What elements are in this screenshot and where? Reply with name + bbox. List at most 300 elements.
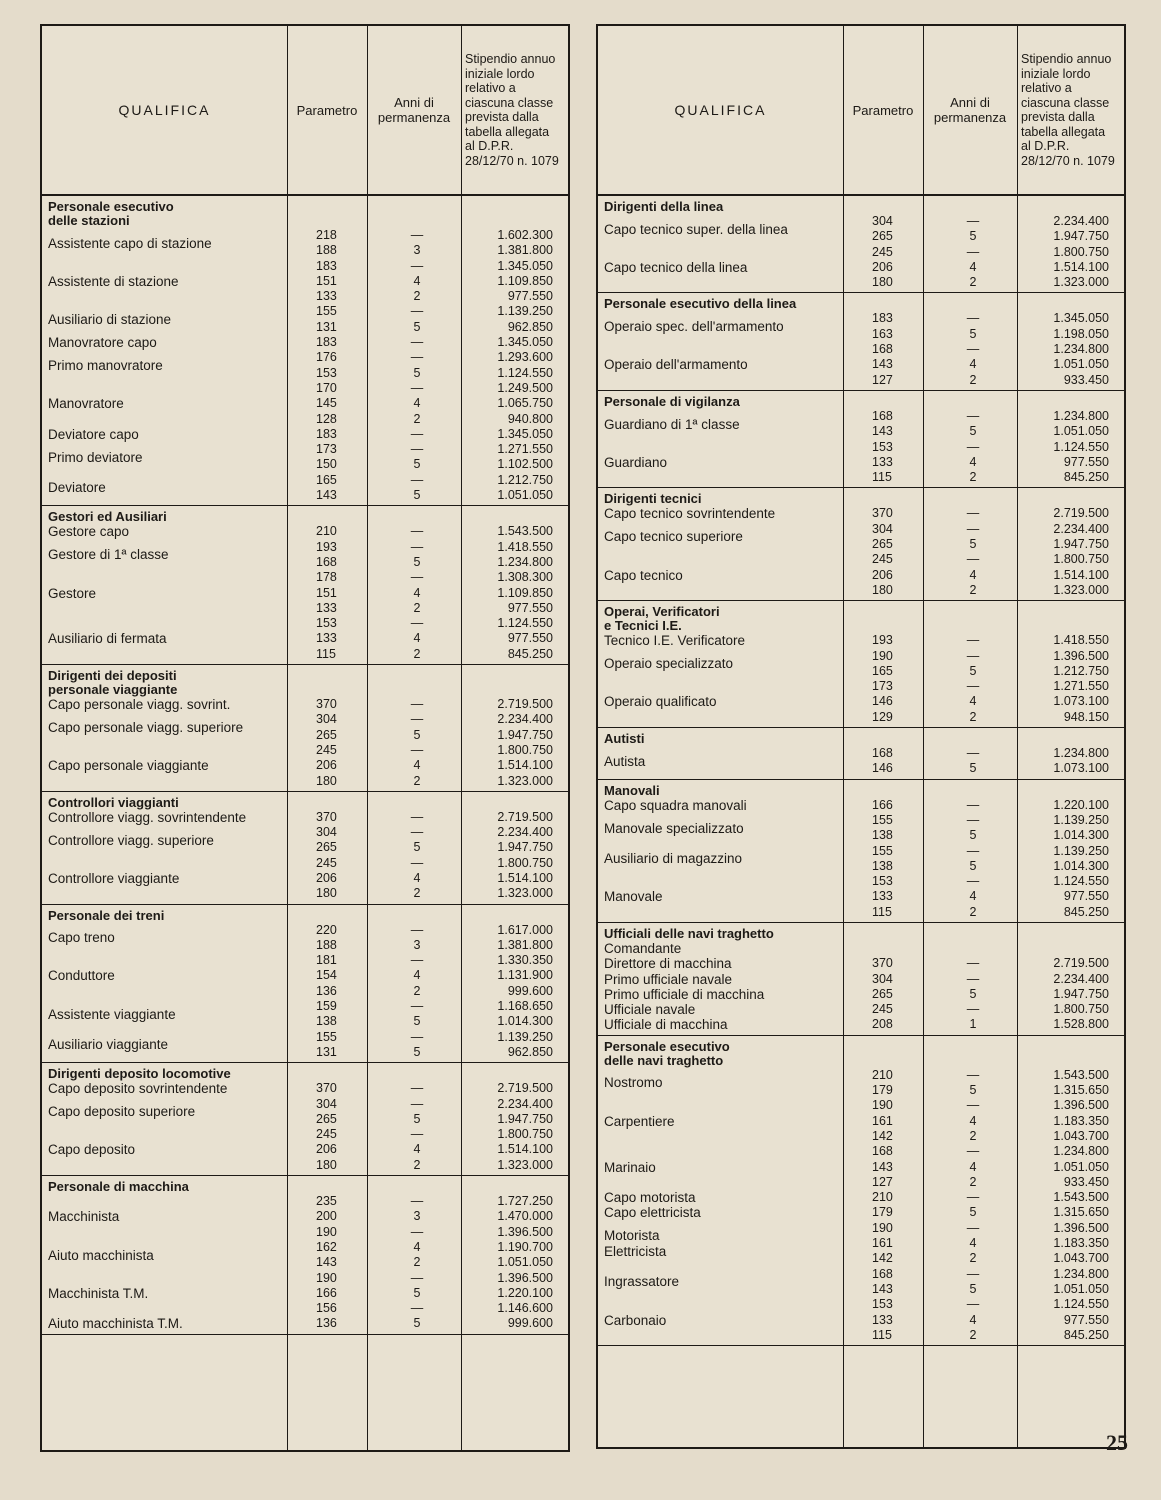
anni-cell: — <box>410 350 424 365</box>
anni-cell: — <box>966 633 980 648</box>
qualifica-label: Direttore di macchina <box>604 956 732 972</box>
anni-cell: 1 <box>969 1017 977 1032</box>
anni-cell: — <box>966 679 980 694</box>
anni-cell: 4 <box>413 396 421 411</box>
anni-cell: — <box>410 742 424 757</box>
qualifica-label: Ausiliario viaggiante <box>48 1037 169 1053</box>
section <box>598 923 1124 1036</box>
stipendio-cell: 1.323.000 <box>497 886 553 901</box>
stipendio-cell: 977.550 <box>507 600 553 615</box>
parametro-cell: 165 <box>872 663 893 678</box>
stipendio-cell: 977.550 <box>507 631 553 646</box>
stipendio-cell: 1.146.600 <box>497 1301 553 1316</box>
parametro-cell: 159 <box>316 999 337 1014</box>
qualifica-label: Motorista <box>604 1228 660 1244</box>
stipendio-cell: 1.323.000 <box>1053 275 1109 290</box>
parametro-cell: 190 <box>316 1224 337 1239</box>
table-row <box>598 746 1124 761</box>
section <box>42 506 568 665</box>
anni-cell: — <box>966 439 980 454</box>
table-row <box>598 455 1124 470</box>
parametro-cell: 370 <box>316 1081 337 1096</box>
section-title: Gestori ed Ausiliari <box>48 509 167 525</box>
table-row <box>598 679 1124 694</box>
section-rows <box>42 228 568 503</box>
table-body <box>42 196 568 1335</box>
header-stipendio-text: Stipendio annuo iniziale lordo relativo a ciascuna classe prevista dalla tabella allegata al D.P.R. 28/12/70 n. 1079 <box>1021 52 1115 168</box>
qualifica-label: Conduttore <box>48 968 115 984</box>
table-row <box>42 1209 568 1224</box>
column-divider <box>1017 26 1018 1447</box>
table-body <box>598 196 1124 1346</box>
stipendio-cell: 977.550 <box>1063 889 1109 904</box>
parametro-cell: 304 <box>872 521 893 536</box>
table-row <box>42 774 568 789</box>
table-row <box>598 710 1124 725</box>
stipendio-cell: 1.947.750 <box>1053 537 1109 552</box>
header-anni-line1: Anni di <box>950 95 990 110</box>
parametro-cell: 180 <box>316 886 337 901</box>
qualifica-label: Capo squadra manovali <box>604 797 747 813</box>
parametro-cell: 190 <box>872 1098 893 1113</box>
anni-cell: — <box>966 746 980 761</box>
stipendio-cell: 1.124.550 <box>1053 1297 1109 1312</box>
stipendio-cell: 1.051.050 <box>1053 424 1109 439</box>
stipendio-cell: 845.250 <box>1063 470 1109 485</box>
parametro-cell: 218 <box>316 228 337 242</box>
section <box>598 780 1124 923</box>
anni-cell: 2 <box>969 372 977 387</box>
section-title: Dirigenti deposito locomotive <box>48 1066 231 1082</box>
anni-cell: — <box>410 922 424 937</box>
qualifica-label: Deviatore <box>48 480 106 496</box>
anni-cell: 5 <box>969 986 977 1001</box>
table-row <box>42 1158 568 1173</box>
qualifica-label: Ausiliario di magazzino <box>604 851 743 867</box>
stipendio-cell: 1.043.700 <box>1053 1251 1109 1266</box>
section-title: Manovali <box>604 782 660 798</box>
stipendio-cell: 1.212.750 <box>1053 663 1109 678</box>
parametro-cell: 133 <box>316 289 337 304</box>
parametro-cell: 183 <box>872 311 893 326</box>
stipendio-cell: 2.234.400 <box>497 825 553 840</box>
section-title: Personale esecutivo <box>48 199 174 214</box>
table-row <box>42 886 568 901</box>
anni-cell: 5 <box>413 319 421 334</box>
parametro-cell: 155 <box>872 843 893 858</box>
parametro-cell: 143 <box>872 1281 893 1296</box>
stipendio-cell: 1.271.550 <box>1053 679 1109 694</box>
stipendio-cell: 1.396.500 <box>497 1270 553 1285</box>
table-header <box>42 26 568 196</box>
parametro-cell: 210 <box>872 1067 893 1082</box>
anni-cell: — <box>966 971 980 986</box>
qualifica-label: Primo ufficiale di macchina <box>604 986 765 1002</box>
stipendio-cell: 1.139.250 <box>497 1029 553 1044</box>
anni-cell: — <box>410 472 424 487</box>
header-parametro: Parametro <box>296 102 358 118</box>
section-title: Personale esecutivo <box>604 1038 730 1054</box>
anni-cell: — <box>966 521 980 536</box>
stipendio-cell: 1.249.500 <box>497 380 553 395</box>
qualifica-label: Capo tecnico della linea <box>604 259 748 275</box>
table-row <box>42 1301 568 1316</box>
parametro-cell: 145 <box>316 396 337 411</box>
table-row <box>42 984 568 999</box>
anni-cell: — <box>410 335 424 350</box>
parametro-cell: 265 <box>316 1111 337 1126</box>
table-row <box>42 586 568 601</box>
stipendio-cell: 845.250 <box>507 646 553 661</box>
parametro-cell: 193 <box>316 539 337 554</box>
anni-cell: 4 <box>969 357 977 372</box>
stipendio-cell: 1.293.600 <box>497 350 553 365</box>
anni-cell: — <box>966 214 980 228</box>
anni-cell: — <box>410 1081 424 1096</box>
table-row <box>42 473 568 488</box>
parametro-cell: 206 <box>316 870 337 885</box>
table-row <box>42 1194 568 1209</box>
parametro-cell: 155 <box>872 812 893 827</box>
right-table <box>596 24 1126 1449</box>
section-title: Controllori viaggianti <box>48 794 179 810</box>
anni-cell: — <box>410 228 424 242</box>
anni-cell: 4 <box>969 567 977 582</box>
stipendio-cell: 1.220.100 <box>497 1285 553 1300</box>
stipendio-cell: 1.168.650 <box>497 999 553 1014</box>
section-rows <box>42 697 568 789</box>
stipendio-cell: 1.139.250 <box>1053 812 1109 827</box>
anni-cell: — <box>966 342 980 357</box>
stipendio-cell: 977.550 <box>1063 1312 1109 1327</box>
stipendio-cell: 1.323.000 <box>497 1157 553 1172</box>
stipendio-cell: 1.234.800 <box>1053 342 1109 357</box>
stipendio-cell: 1.212.750 <box>497 472 553 487</box>
header-qualifica: QUALIFICA <box>118 101 211 118</box>
anni-cell: — <box>966 812 980 827</box>
stipendio-cell: 1.124.550 <box>1053 874 1109 889</box>
qualifica-label: Manovratore <box>48 396 124 412</box>
parametro-cell: 183 <box>316 335 337 350</box>
anni-cell: 2 <box>413 886 421 901</box>
anni-cell: — <box>966 552 980 567</box>
parametro-cell: 163 <box>872 326 893 341</box>
section <box>42 792 568 905</box>
parametro-cell: 162 <box>316 1239 337 1254</box>
table-row <box>42 488 568 503</box>
parametro-cell: 155 <box>316 304 337 319</box>
parametro-cell: 146 <box>872 694 893 709</box>
parametro-cell: 190 <box>872 648 893 663</box>
parametro-cell: 370 <box>316 697 337 712</box>
parametro-cell: 265 <box>872 537 893 552</box>
anni-cell: 5 <box>413 1111 421 1126</box>
section-title: Personale esecutivo della linea <box>604 296 797 312</box>
parametro-cell: 183 <box>316 426 337 441</box>
anni-cell: 4 <box>413 1239 421 1254</box>
anni-cell: — <box>410 426 424 441</box>
stipendio-cell: 1.947.750 <box>497 727 553 742</box>
parametro-cell: 180 <box>872 275 893 290</box>
table-row <box>598 1068 1124 1083</box>
section <box>42 1063 568 1176</box>
parametro-cell: 155 <box>316 1029 337 1044</box>
qualifica-label: Manovale <box>604 889 663 905</box>
stipendio-cell: 845.250 <box>1063 904 1109 919</box>
anni-cell: 4 <box>413 968 421 983</box>
parametro-cell: 142 <box>872 1128 893 1143</box>
parametro-cell: 115 <box>872 904 892 919</box>
stipendio-cell: 2.719.500 <box>1053 956 1109 971</box>
anni-cell: 2 <box>969 1174 977 1189</box>
stipendio-cell: 1.514.100 <box>497 1142 553 1157</box>
section-rows <box>42 923 568 1061</box>
stipendio-cell: 1.234.800 <box>1053 408 1109 423</box>
anni-cell: 2 <box>969 582 977 597</box>
stipendio-cell: 1.234.800 <box>1053 1144 1109 1159</box>
parametro-cell: 304 <box>316 1096 337 1111</box>
anni-cell: 5 <box>413 554 421 569</box>
stipendio-cell: 2.234.400 <box>1053 971 1109 986</box>
header-qualifica: QUALIFICA <box>674 101 767 118</box>
table-row <box>42 1225 568 1240</box>
stipendio-cell: 1.109.850 <box>497 585 553 600</box>
anni-cell: 5 <box>969 828 977 843</box>
parametro-cell: 193 <box>872 633 893 648</box>
stipendio-cell: 1.234.800 <box>497 554 553 569</box>
stipendio-cell: 1.234.800 <box>1053 746 1109 761</box>
stipendio-cell: 1.051.050 <box>497 1255 553 1270</box>
section-title: personale viaggiante <box>48 682 178 698</box>
qualifica-label: Carpentiere <box>604 1113 675 1129</box>
anni-cell: — <box>410 999 424 1014</box>
parametro-cell: 304 <box>316 825 337 840</box>
parametro-cell: 128 <box>316 411 337 426</box>
stipendio-cell: 2.234.400 <box>497 1096 553 1111</box>
stipendio-cell: 1.323.000 <box>1053 582 1109 597</box>
stipendio-cell: 1.381.800 <box>497 243 553 258</box>
stipendio-cell: 1.947.750 <box>497 840 553 855</box>
parametro-cell: 168 <box>872 408 893 423</box>
section-title: Dirigenti dei depositi <box>48 668 177 684</box>
anni-cell: — <box>966 1220 980 1235</box>
section <box>598 601 1124 728</box>
table-row <box>598 905 1124 920</box>
parametro-cell: 143 <box>316 1255 337 1270</box>
parametro-cell: 180 <box>316 1157 337 1172</box>
parametro-cell: 235 <box>316 1194 337 1209</box>
section <box>42 196 568 506</box>
parametro-cell: 208 <box>872 1017 893 1032</box>
parametro-cell: 168 <box>316 554 337 569</box>
anni-cell: 2 <box>969 1128 977 1143</box>
parametro-cell: 304 <box>316 712 337 727</box>
parametro-cell: 138 <box>872 858 893 873</box>
section-rows <box>598 311 1124 387</box>
stipendio-cell: 1.800.750 <box>497 742 553 757</box>
section-rows <box>598 798 1124 920</box>
anni-cell: — <box>410 524 424 539</box>
stipendio-cell: 2.719.500 <box>497 697 553 712</box>
section-rows <box>42 524 568 662</box>
qualifica-label: Capo personale viagg. sovrint. <box>48 697 231 713</box>
stipendio-cell: 1.139.250 <box>1053 843 1109 858</box>
stipendio-cell: 2.719.500 <box>1053 506 1109 521</box>
anni-cell: 2 <box>969 1327 977 1342</box>
stipendio-cell: 1.800.750 <box>1053 1002 1109 1017</box>
table-row <box>42 856 568 871</box>
parametro-cell: 245 <box>316 1127 337 1142</box>
anni-cell: 5 <box>413 840 421 855</box>
table-row <box>42 938 568 953</box>
parametro-cell: 115 <box>872 470 892 485</box>
section <box>598 488 1124 601</box>
qualifica-label: Marinaio <box>604 1159 656 1175</box>
section-rows <box>42 810 568 902</box>
stipendio-cell: 999.600 <box>507 983 553 998</box>
anni-cell: 5 <box>969 663 977 678</box>
stipendio-cell: 1.514.100 <box>1053 567 1109 582</box>
table-row <box>598 1175 1124 1190</box>
table-row <box>598 373 1124 388</box>
anni-cell: 2 <box>413 1255 421 1270</box>
qualifica-label: Carbonaio <box>604 1312 667 1328</box>
parametro-cell: 115 <box>316 646 336 661</box>
section-rows <box>598 1068 1124 1343</box>
table-row <box>598 874 1124 889</box>
anni-cell: — <box>410 1127 424 1142</box>
table-row <box>598 470 1124 485</box>
stipendio-cell: 2.719.500 <box>497 1081 553 1096</box>
table-row <box>42 1127 568 1142</box>
anni-cell: — <box>410 570 424 585</box>
stipendio-cell: 1.124.550 <box>497 365 553 380</box>
qualifica-label: Aiuto macchinista <box>48 1247 154 1263</box>
qualifica-label: Tecnico I.E. Verificatore <box>604 633 746 649</box>
stipendio-cell: 1.947.750 <box>497 1111 553 1126</box>
parametro-cell: 143 <box>872 357 893 372</box>
parametro-cell: 153 <box>316 616 337 631</box>
stipendio-cell: 1.470.000 <box>497 1209 553 1224</box>
section-rows <box>42 1194 568 1332</box>
qualifica-label: Ausiliario di stazione <box>48 312 172 328</box>
stipendio-cell: 1.514.100 <box>497 758 553 773</box>
qualifica-label: Primo manovratore <box>48 358 163 374</box>
parametro-cell: 188 <box>316 937 337 952</box>
table-row <box>598 342 1124 357</box>
table-row <box>42 743 568 758</box>
table-row <box>42 601 568 616</box>
header-stipendio-text: Stipendio annuo iniziale lordo relativo a ciascuna classe prevista dalla tabella allegata al D.P.R. 28/12/70 n. 1079 <box>465 52 559 168</box>
parametro-cell: 138 <box>872 828 893 843</box>
anni-cell: 2 <box>413 983 421 998</box>
anni-cell: — <box>410 1270 424 1285</box>
header-parametro: Parametro <box>852 102 914 118</box>
anni-cell: 5 <box>413 1316 421 1331</box>
qualifica-label: Aiuto macchinista T.M. <box>48 1316 183 1332</box>
anni-cell: — <box>410 825 424 840</box>
table-row <box>42 923 568 938</box>
anni-cell: 4 <box>969 1312 977 1327</box>
table-row <box>598 583 1124 598</box>
parametro-cell: 127 <box>872 1174 893 1189</box>
anni-cell: 2 <box>413 289 421 304</box>
parametro-cell: 265 <box>872 986 893 1001</box>
anni-cell: 5 <box>413 727 421 742</box>
stipendio-cell: 1.183.350 <box>1053 1236 1109 1251</box>
anni-cell: 5 <box>969 761 977 776</box>
anni-cell: — <box>410 380 424 395</box>
parametro-cell: 245 <box>872 552 893 567</box>
stipendio-cell: 1.418.550 <box>1053 633 1109 648</box>
anni-cell: — <box>410 855 424 870</box>
qualifica-label: Manovale specializzato <box>604 820 744 836</box>
anni-cell: 5 <box>969 1083 977 1098</box>
stipendio-cell: 1.800.750 <box>1053 552 1109 567</box>
stipendio-cell: 948.150 <box>1063 709 1109 724</box>
parametro-cell: 133 <box>872 889 893 904</box>
parametro-cell: 180 <box>872 582 893 597</box>
parametro-cell: 154 <box>316 968 337 983</box>
table-row <box>598 1251 1124 1266</box>
parametro-cell: 166 <box>872 797 893 812</box>
header-anni <box>367 26 461 194</box>
parametro-cell: 190 <box>872 1220 893 1235</box>
parametro-cell: 151 <box>316 585 337 600</box>
qualifica-label: Operaio spec. dell'armamento <box>604 319 784 335</box>
parametro-cell: 143 <box>872 424 893 439</box>
qualifica-label: Capo deposito sovrintendente <box>48 1081 228 1097</box>
anni-cell: 2 <box>969 275 977 290</box>
parametro-cell: 166 <box>316 1285 337 1300</box>
stipendio-cell: 999.600 <box>507 1316 553 1331</box>
anni-cell: — <box>410 1194 424 1209</box>
stipendio-cell: 1.073.100 <box>1053 694 1109 709</box>
parametro-cell: 150 <box>316 457 337 472</box>
anni-cell: — <box>966 843 980 858</box>
qualifica-label: Operaio dell'armamento <box>604 357 748 373</box>
stipendio-cell: 977.550 <box>1063 454 1109 469</box>
qualifica-label: Gestore di 1ª classe <box>48 547 169 563</box>
parametro-cell: 176 <box>316 350 337 365</box>
section <box>42 905 568 1064</box>
anni-cell: — <box>966 244 980 259</box>
anni-cell: 5 <box>413 1014 421 1029</box>
parametro-cell: 179 <box>872 1083 893 1098</box>
qualifica-label: Primo ufficiale navale <box>604 971 733 987</box>
stipendio-cell: 933.450 <box>1063 372 1109 387</box>
stipendio-cell: 1.051.050 <box>497 488 553 503</box>
stipendio-cell: 1.947.750 <box>1053 229 1109 244</box>
parametro-cell: 161 <box>872 1113 893 1128</box>
anni-cell: 2 <box>413 773 421 788</box>
section-rows <box>42 1081 568 1173</box>
parametro-cell: 170 <box>316 380 337 395</box>
parametro-cell: 168 <box>872 746 893 761</box>
section <box>598 1036 1124 1346</box>
column-divider <box>367 26 368 1450</box>
section-rows <box>598 940 1124 1033</box>
anni-cell: 5 <box>413 365 421 380</box>
anni-cell: — <box>410 712 424 727</box>
qualifica-label: Guardiano <box>604 454 668 470</box>
stipendio-cell: 1.800.750 <box>497 1127 553 1142</box>
anni-cell: — <box>410 697 424 712</box>
anni-cell: 5 <box>413 1044 421 1059</box>
stipendio-cell: 1.800.750 <box>1053 244 1109 259</box>
qualifica-label: Assistente viaggiante <box>48 1006 176 1022</box>
anni-cell: — <box>966 874 980 889</box>
